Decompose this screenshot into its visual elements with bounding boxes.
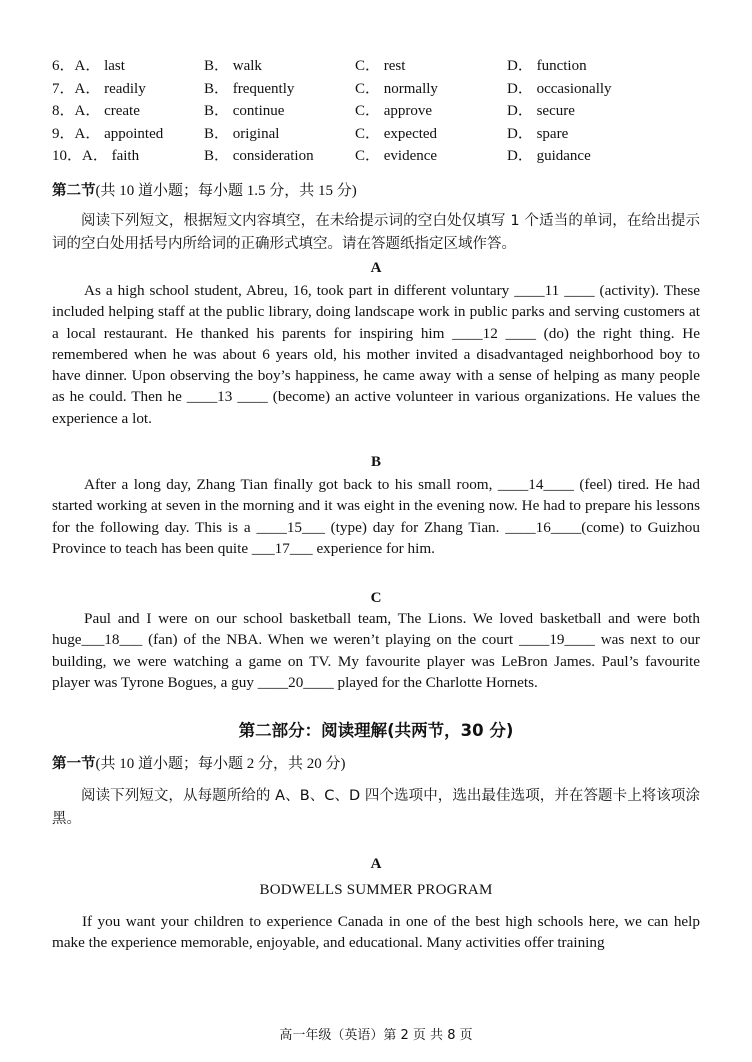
passage-text: If you want your children to experience Canada in one of the best high schools here, we can help make the experience memorable, enjoyable, and educational. Many activities offer training <box>52 913 700 952</box>
page-footer: 高一年级（英语）第 2 页 共 8 页 <box>279 1028 473 1043</box>
option-a: 10．A． faith <box>52 148 140 165</box>
option-c: C． evidence <box>355 148 438 165</box>
choice-row <box>52 100 712 123</box>
option-c: C． rest <box>355 58 406 74</box>
section-heading <box>52 752 346 773</box>
option-c: C． approve <box>355 103 433 120</box>
section-heading-detail: (共 10 道小题；每小题 1.5 分，共 15 分) <box>95 183 357 199</box>
choice-row <box>52 55 712 78</box>
choice-row <box>52 78 712 101</box>
passage-letter: C <box>370 590 382 606</box>
option-d: D． occasionally <box>507 80 612 97</box>
option-c: C． expected <box>355 125 438 142</box>
option-d: D． function <box>507 58 587 74</box>
option-d: D． guidance <box>507 148 591 165</box>
part-title: 第二部分：阅读理解(共两节，30 分) <box>238 721 514 740</box>
option-a: 9．A． appointed <box>52 125 164 142</box>
section-heading <box>52 179 357 200</box>
section-instructions: 阅读下列短文，从每题所给的 A、B、C、D 四个选项中，选出最佳选项，并在答题卡上将该项涂黑。 <box>52 788 700 827</box>
option-b: B． continue <box>204 103 285 120</box>
section-heading-bold: 第二节 <box>52 183 96 199</box>
option-b: B． original <box>204 125 280 142</box>
option-b: B． consideration <box>204 148 314 165</box>
option-c: C． normally <box>355 80 438 97</box>
option-b: B． walk <box>204 58 262 74</box>
choice-list <box>52 55 712 168</box>
passage-text: After a long day, Zhang Tian finally got back to his small room, ____14____ (feel) tired. He had started working at seven in the morning and it was eight in the evening now. He had to prepare his lessons for the following day. This is a ____15___ (type) day for Zhang Tian. ____16____(come) to Guizhou Province to teach has been quite ___17___ experience for him. <box>52 476 700 557</box>
option-a: 6．A． last <box>52 58 125 74</box>
option-a: 7．A． readily <box>52 80 146 97</box>
option-d: D． spare <box>507 125 569 142</box>
program-title: BODWELLS SUMMER PROGRAM <box>259 882 493 898</box>
section-instructions: 阅读下列短文，根据短文内容填空，在未给提示词的空白处仅填写 1 个适当的单词，在给出提示词的空白处用括号内所给词的正确形式填空。请在答题纸指定区域作答。 <box>52 213 700 252</box>
option-d: D． secure <box>507 103 575 120</box>
passage-text: Paul and I were on our school basketball team, The Lions. We loved basketball and were both huge___18___ (fan) of the NBA. When we weren’t playing on the court ____19____ was next to our building, we were watching a game on TV. My favourite player was LeBron James. Paul’s favourite player was Tyrone Bogues, a guy ____20____ played for the Charlotte Hornets. <box>52 610 700 691</box>
section-heading-detail: (共 10 道小题；每小题 2 分，共 20 分) <box>95 756 346 772</box>
choice-row <box>52 123 712 146</box>
passage-letter: B <box>370 454 381 470</box>
section-heading-bold: 第一节 <box>52 756 96 772</box>
passage-letter: A <box>370 260 382 276</box>
passage-letter: A <box>370 856 382 872</box>
option-b: B． frequently <box>204 80 295 97</box>
passage-text: As a high school student, Abreu, 16, took part in different voluntary ____11 ____ (activity). These included helping staff at the public library, doing landscape work in public parks and serving customers at a local restaurant. He thanked his parents for inspiring him ____12 ____ (do) the right thing. He remembered when he was about 6 years old, his mother invited a disadvantaged neighborhood boy to have dinner. Upon observing the boy’s happiness, he came away with a sense of helping as many people as he could. Then he ____13 ____ (become) an active volunteer in various organizations. He values the experience a lot. <box>52 282 700 427</box>
choice-row <box>52 145 712 168</box>
option-a: 8．A． create <box>52 103 140 120</box>
